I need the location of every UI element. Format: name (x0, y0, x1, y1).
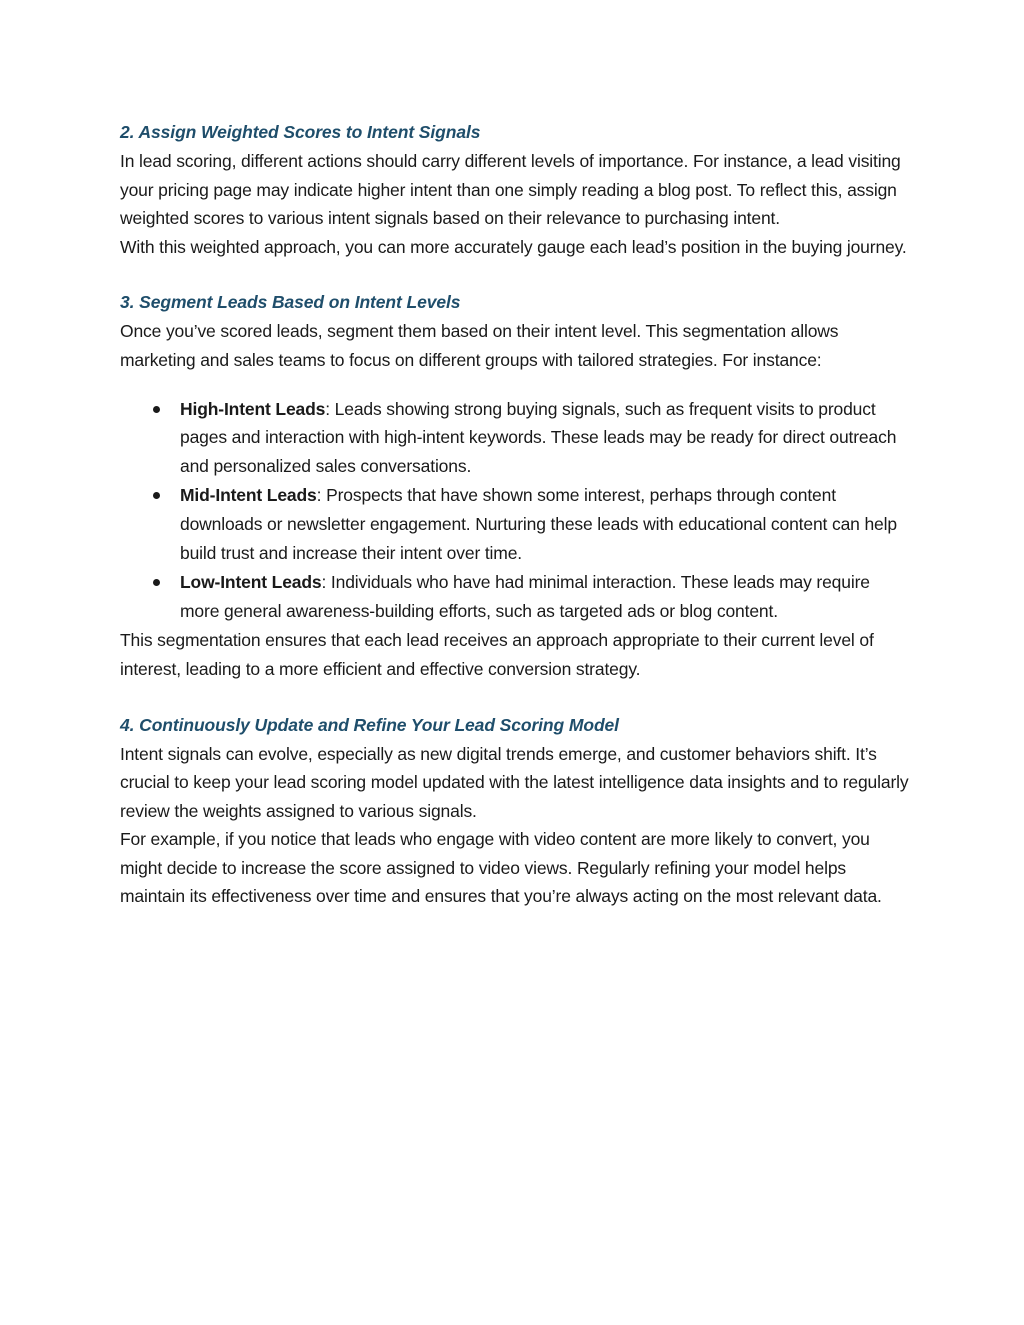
paragraph: This segmentation ensures that each lead receives an approach appropriate to their current level of interest, leading to a more efficient and effective conversion strategy. (120, 630, 874, 679)
bullet-icon (153, 492, 160, 499)
paragraph: For example, if you notice that leads who engage with video content are more likely to convert, you might decide to increase the score assigned to video views. Regularly refining your model helps maintain its effectiveness over time and ensures that you’re always acting on the most relevant data. (120, 829, 882, 907)
section-heading-3: 3. Segment Leads Based on Intent Levels (120, 292, 461, 313)
bullet-icon (153, 579, 160, 586)
bullet-icon (153, 406, 160, 413)
section-heading-4: 4. Continuously Update and Refine Your Lead Scoring Model (120, 714, 619, 735)
intent-levels-list (120, 395, 910, 626)
list-item-term: High-Intent Leads (180, 398, 326, 419)
list-item-text: : Individuals who have had minimal interaction. These leads may require more general awareness-building efforts, such as targeted ads or blog content. (180, 572, 870, 621)
document-page (120, 117, 910, 911)
list-item-term: Mid-Intent Leads (180, 485, 317, 506)
list-item (180, 395, 910, 481)
list-item-text: : Prospects that have shown some interest, perhaps through content downloads or newsletter engagement. Nurturing these leads with educational content can help build trust and increase their intent over time. (180, 485, 897, 563)
list-item-term: Low-Intent Leads (180, 572, 322, 593)
list-item (180, 568, 910, 625)
paragraph: Once you’ve scored leads, segment them based on their intent level. This segmentation allows marketing and sales teams to focus on different groups with tailored strategies. For instance: (120, 321, 839, 370)
section-heading-2: 2. Assign Weighted Scores to Intent Signals (120, 122, 481, 142)
list-item (180, 481, 910, 567)
paragraph: In lead scoring, different actions should carry different levels of importance. For instance, a lead visiting your pricing page may indicate higher intent than one simply reading a blog post. To reflect this, assign weighted scores to various intent signals based on their relevance to purchasing intent. (120, 151, 901, 229)
list-item-text: : Leads showing strong buying signals, such as frequent visits to product pages and interaction with high-intent keywords. These leads may be ready for direct outreach and personalized sales conversations. (180, 398, 897, 476)
paragraph: With this weighted approach, you can more accurately gauge each lead’s position in the buying journey. (120, 236, 907, 257)
paragraph: Intent signals can evolve, especially as new digital trends emerge, and customer behaviors shift. It’s crucial to keep your lead scoring model updated with the latest intelligence data insights and to regularly review the weights assigned to various signals. (120, 743, 909, 821)
